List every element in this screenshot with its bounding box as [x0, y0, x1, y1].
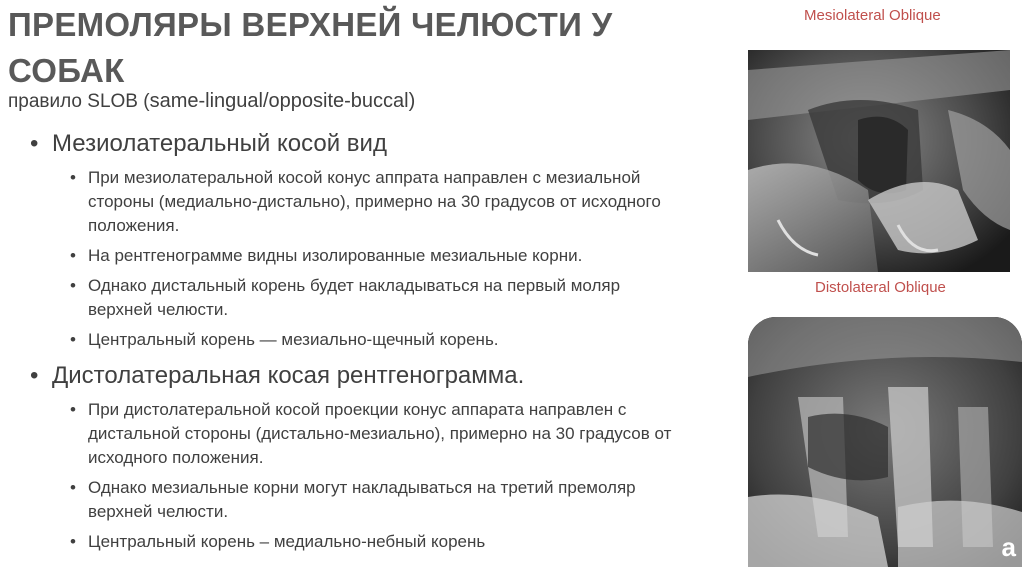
sub-bullet-text: Однако дистальный корень будет накладываться на первый моляр верхней челюсти.	[88, 276, 621, 319]
bullet-dot: •	[70, 330, 76, 349]
sub-bullet	[30, 244, 678, 268]
sub-bullet	[30, 530, 678, 554]
bullet-dot: •	[70, 168, 76, 187]
heading-text: Мезиолатеральный косой вид	[52, 130, 387, 157]
sub-bullet	[30, 328, 678, 352]
bullet-dot: •	[70, 532, 76, 551]
sub-bullet	[30, 476, 678, 524]
bullet-dot: •	[70, 276, 76, 295]
section-heading	[30, 360, 730, 392]
sub-bullet	[30, 274, 678, 322]
sub-bullet	[30, 166, 678, 238]
sub-bullet-text: Однако мезиальные корни могут накладываться на третий премоляр верхней челюсти.	[88, 478, 636, 521]
xray-drawing	[748, 317, 1022, 567]
subtitle-rule: правило SLOB (	[8, 91, 150, 112]
xray-drawing	[748, 50, 1010, 272]
sub-bullet-list	[30, 398, 730, 554]
bullet-dot: •	[70, 246, 76, 265]
sub-bullet-text: При мезиолатеральной косой конус аппрата направлен с мезиальной стороны (медиально-дистально), примерно на 30 градусов от исходного положения.	[88, 168, 661, 235]
sub-bullet	[30, 398, 678, 470]
bullet-dot: •	[30, 130, 39, 157]
mesiolateral-xray-image	[748, 50, 1010, 272]
section-heading	[30, 128, 730, 160]
sub-bullet-text: Центральный корень — мезиально-щечный корень.	[88, 330, 499, 349]
slide-title: ПРЕМОЛЯРЫ ВЕРХНЕЙ ЧЕЛЮСТИ У СОБАК	[8, 6, 613, 89]
image-letter-label: a	[1001, 532, 1016, 562]
slide-subtitle	[8, 90, 415, 113]
heading-text: Дистолатеральная косая рентгенограмма.	[52, 362, 525, 389]
sub-bullet-list	[30, 166, 730, 352]
bullet-content	[30, 128, 730, 560]
top-image-label: Mesiolateral Oblique	[804, 7, 941, 24]
bottom-image-label: Distolateral Oblique	[815, 279, 946, 296]
sub-bullet-text: Центральный корень – медиально-небный корень	[88, 532, 486, 551]
distolateral-xray-image	[748, 317, 1022, 567]
section-distolateral	[30, 360, 730, 554]
bullet-dot: •	[70, 400, 76, 419]
section-mesiolateral	[30, 128, 730, 352]
bullet-dot: •	[30, 362, 39, 389]
subtitle-close: )	[408, 90, 416, 112]
sub-bullet-text: На рентгенограмме видны изолированные мезиальные корни.	[88, 246, 583, 265]
sub-bullet-text: При дистолатеральной косой проекции конус аппарата направлен с дистальной стороны (дистально-мезиально), примерно на 30 градусов от исходного положения.	[88, 400, 672, 467]
subtitle-slob: same-lingual/opposite-buccal	[149, 90, 409, 112]
bullet-dot: •	[70, 478, 76, 497]
